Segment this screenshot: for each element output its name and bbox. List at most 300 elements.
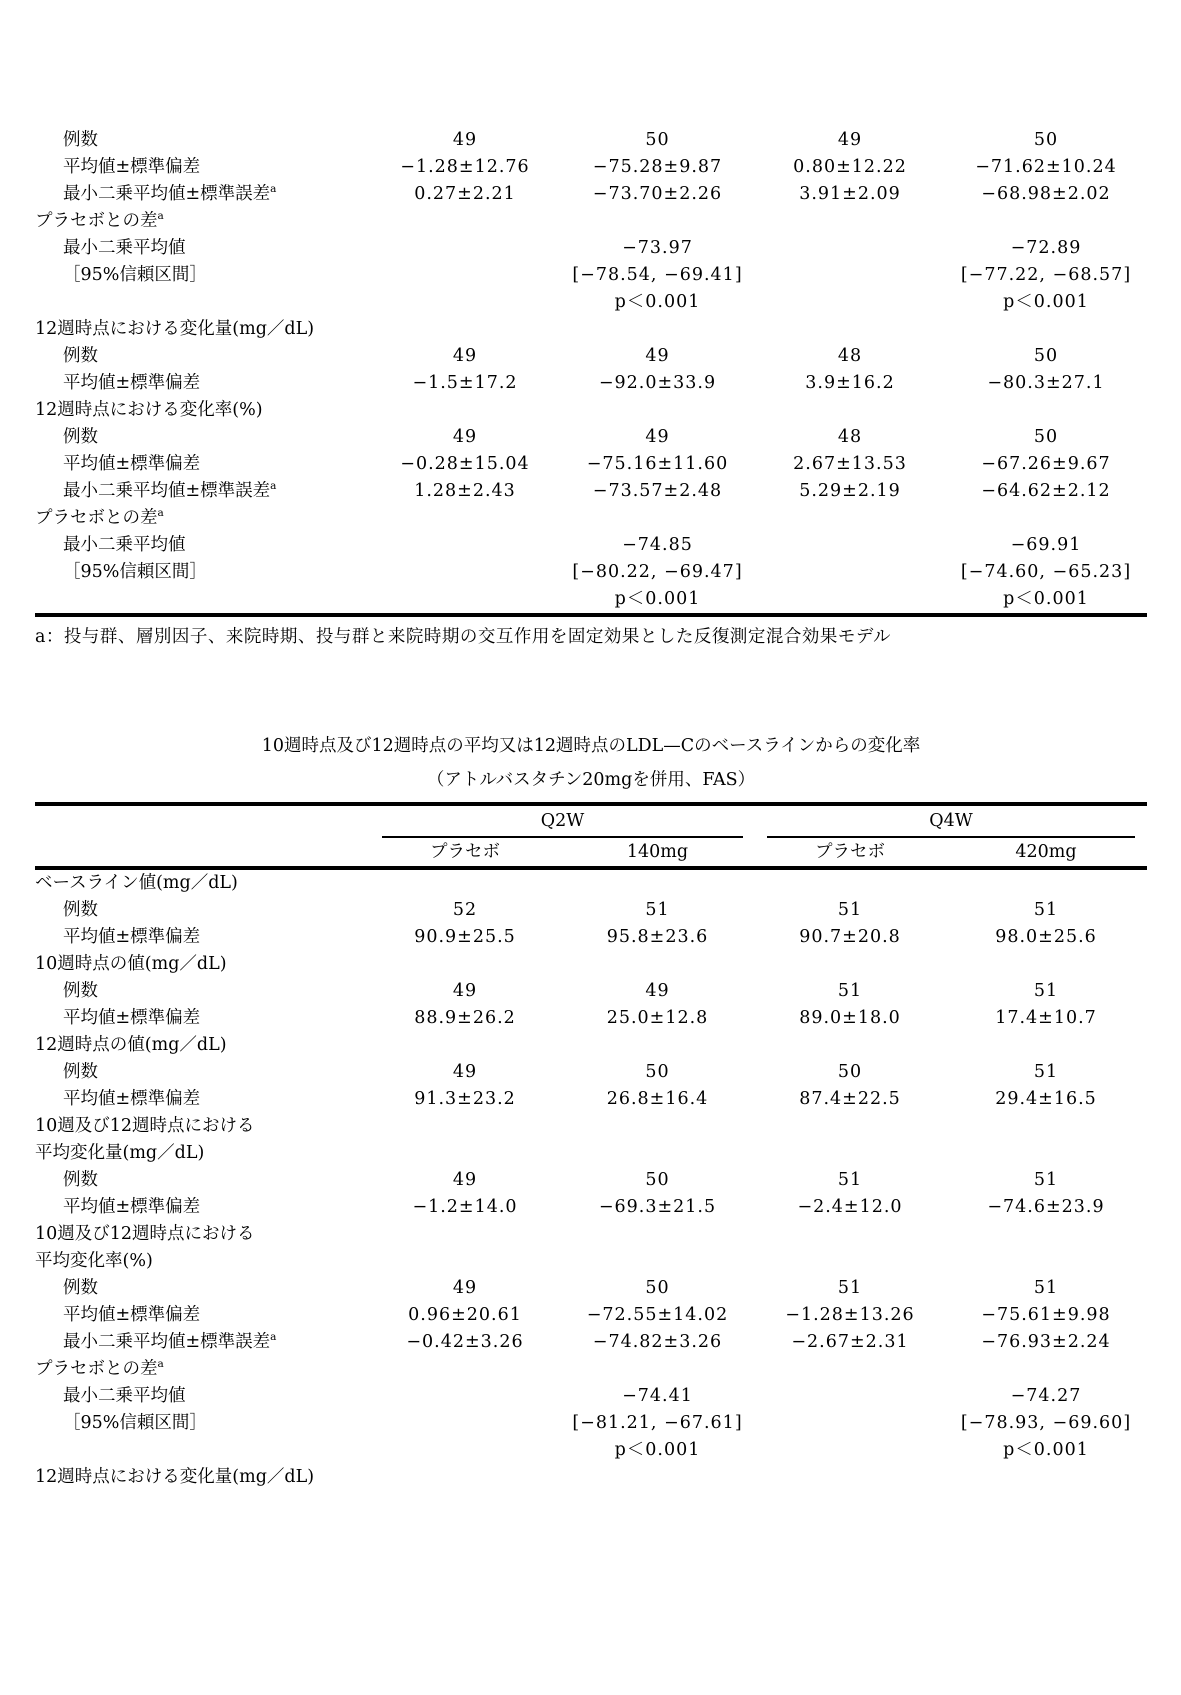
table-cell	[755, 532, 945, 559]
row-label	[35, 1140, 370, 1167]
table-row	[35, 1248, 1147, 1275]
table-cell: 50	[1033, 130, 1059, 150]
col-header-420mg: 420mg	[945, 838, 1147, 868]
table-cell: [−78.93, −69.60]	[960, 1413, 1132, 1433]
row-label	[35, 208, 370, 235]
table-row	[35, 1410, 1147, 1437]
row-label-text: ［95%信頼区間］	[63, 562, 207, 582]
table-cell: 90.7±20.8	[799, 927, 901, 947]
table-cell: −1.5±17.2	[412, 373, 518, 393]
table-cell	[755, 262, 945, 289]
table-cell: 17.4±10.7	[995, 1008, 1097, 1028]
table-cell	[945, 1221, 1147, 1248]
row-label	[35, 370, 370, 397]
table-cell	[755, 1437, 945, 1464]
row-label	[35, 316, 370, 343]
table-cell: p＜0.001	[1003, 292, 1089, 312]
table-cell: −80.3±27.1	[987, 373, 1105, 393]
table-cell	[560, 1221, 755, 1248]
table-cell	[370, 235, 560, 262]
row-label	[35, 1005, 370, 1032]
row-label-text: 平均値±標準偏差	[63, 1089, 201, 1109]
row-label-text: 最小二乗平均値±標準誤差	[63, 1332, 271, 1352]
row-label-text: 例数	[63, 900, 98, 920]
table-cell	[370, 262, 560, 289]
table-cell: −0.42±3.26	[406, 1332, 524, 1352]
table-cell	[370, 532, 560, 559]
table-cell	[945, 208, 1147, 235]
table-cell: 49	[452, 346, 478, 366]
table-cell	[370, 1113, 560, 1140]
row-label	[35, 478, 370, 505]
table-cell: 49	[452, 981, 478, 1001]
table1-footnote: a：投与群、層別因子、来院時期、投与群と来院時期の交互作用を固定効果とした反復測定混合効果モデル	[35, 627, 892, 647]
table-cell: 50	[645, 1278, 670, 1298]
row-label	[35, 1059, 370, 1086]
table-row	[35, 1464, 1147, 1491]
table-cell: p＜0.001	[614, 292, 701, 312]
row-label	[35, 978, 370, 1005]
footnote-marker: a	[270, 1331, 277, 1344]
table-cell	[945, 505, 1147, 532]
table-cell	[560, 1032, 755, 1059]
row-label-text: 例数	[63, 981, 98, 1001]
page-content	[35, 0, 1147, 1491]
table2-subtitle: （アトルバスタチン20mgを併用、FAS）	[426, 770, 756, 790]
q4w-label: Q4W	[929, 811, 973, 831]
table-cell: [−77.22, −68.57]	[960, 265, 1132, 285]
table-row	[35, 978, 1147, 1005]
table-cell	[755, 1383, 945, 1410]
table-cell: −64.62±2.12	[981, 481, 1111, 501]
row-label	[35, 505, 370, 532]
table-row	[35, 924, 1147, 951]
table-cell: p＜0.001	[1003, 1440, 1089, 1460]
q4w-group-header	[755, 804, 1147, 838]
table-cell: −75.61±9.98	[981, 1305, 1111, 1325]
table-row	[35, 208, 1147, 235]
table-cell	[370, 559, 560, 586]
table-row	[35, 1167, 1147, 1194]
table-cell	[370, 1437, 560, 1464]
footnote-marker: a	[270, 480, 277, 493]
table-cell	[755, 208, 945, 235]
table-row	[35, 1221, 1147, 1248]
row-label	[35, 1329, 370, 1356]
table-cell	[945, 1113, 1147, 1140]
table-cell	[370, 586, 560, 615]
corner-cell	[35, 804, 370, 838]
table-row	[35, 897, 1147, 924]
row-label	[35, 1221, 370, 1248]
table-cell: −74.27	[1010, 1386, 1082, 1406]
table-cell	[755, 1140, 945, 1167]
table-cell: −69.3±21.5	[598, 1197, 717, 1217]
table-cell: −74.82±3.26	[592, 1332, 723, 1352]
row-label	[35, 1086, 370, 1113]
table-cell	[945, 868, 1147, 897]
row-label	[35, 1167, 370, 1194]
table-cell: 51	[1033, 900, 1059, 920]
table-cell	[370, 1383, 560, 1410]
col-header-140mg: 140mg	[560, 838, 755, 868]
table-cell	[755, 1248, 945, 1275]
table-cell: 51	[1033, 981, 1059, 1001]
table-cell	[560, 208, 755, 235]
table-cell	[755, 1113, 945, 1140]
table-cell: 89.0±18.0	[799, 1008, 901, 1028]
row-label-text: ［95%信頼区間］	[63, 1413, 207, 1433]
table-cell	[945, 397, 1147, 424]
table-row	[35, 1329, 1147, 1356]
table-cell: −2.4±12.0	[797, 1197, 903, 1217]
table-cell: 5.29±2.19	[799, 481, 901, 501]
table-row	[35, 1194, 1147, 1221]
table-cell	[560, 505, 755, 532]
table2-title-block	[35, 730, 1147, 798]
row-label-text: 平均値±標準偏差	[63, 373, 201, 393]
table2-section	[35, 730, 1147, 1491]
row-label-text: 12週時点における変化量(mg／dL)	[35, 319, 315, 339]
row-label-text: 平均値±標準偏差	[63, 1305, 201, 1325]
row-label	[35, 262, 370, 289]
row-label-text: 平均値±標準偏差	[63, 1197, 201, 1217]
row-label-text: プラセボとの差	[35, 211, 158, 231]
row-label-text: 例数	[63, 1278, 98, 1298]
table-cell	[755, 316, 945, 343]
table-row	[35, 343, 1147, 370]
q2w-group-underline	[382, 806, 743, 838]
row-label-text: 例数	[63, 1062, 98, 1082]
table-cell: p＜0.001	[1003, 589, 1089, 609]
row-label-text: 例数	[63, 130, 98, 150]
table-cell: 49	[452, 1062, 478, 1082]
table-cell: 98.0±25.6	[995, 927, 1097, 947]
row-label	[35, 1275, 370, 1302]
table-cell: p＜0.001	[614, 1440, 701, 1460]
table-row	[35, 1302, 1147, 1329]
table-cell	[755, 505, 945, 532]
row-label	[35, 127, 370, 154]
table-row	[35, 235, 1147, 262]
row-label	[35, 154, 370, 181]
table-cell: 87.4±22.5	[799, 1089, 901, 1109]
table-cell	[945, 1248, 1147, 1275]
row-label-text: ［95%信頼区間］	[63, 265, 207, 285]
table-cell: [−80.22, −69.47]	[572, 562, 743, 582]
table-cell: −74.85	[622, 535, 693, 555]
table-cell: 51	[1033, 1170, 1059, 1190]
row-label-text: プラセボとの差	[35, 508, 158, 528]
table-cell: 0.96±20.61	[408, 1305, 522, 1325]
col-header-placebo-q4w: プラセボ	[755, 838, 945, 868]
row-label	[35, 559, 370, 586]
row-label	[35, 1356, 370, 1383]
row-label-text: ベースライン値(mg／dL)	[35, 873, 238, 893]
table-cell: −75.28±9.87	[592, 157, 723, 177]
table-cell	[560, 868, 755, 897]
table-row	[35, 1059, 1147, 1086]
footnote-marker: a	[157, 507, 164, 520]
table-row	[35, 532, 1147, 559]
row-label-text: 最小二乗平均値	[63, 1386, 186, 1406]
table-cell	[755, 951, 945, 978]
table-cell: 0.80±12.22	[793, 157, 907, 177]
row-label	[35, 924, 370, 951]
table-row	[35, 1437, 1147, 1464]
table-cell	[560, 1464, 755, 1491]
table-row	[35, 397, 1147, 424]
table-cell	[370, 1221, 560, 1248]
table-cell: 51	[1033, 1278, 1059, 1298]
table-cell: 3.9±16.2	[805, 373, 895, 393]
col-header-placebo-q2w: プラセボ	[370, 838, 560, 868]
row-label-text: 平均値±標準偏差	[63, 927, 201, 947]
table2-group-header-row	[35, 804, 1147, 838]
table-row	[35, 1140, 1147, 1167]
table-cell	[755, 586, 945, 615]
table-cell	[945, 1032, 1147, 1059]
row-label	[35, 1194, 370, 1221]
row-label-text: 最小二乗平均値±標準誤差	[63, 184, 271, 204]
table-cell: 52	[452, 900, 478, 920]
table-row	[35, 451, 1147, 478]
table-cell: 49	[837, 130, 863, 150]
row-label	[35, 1464, 370, 1491]
row-label-text: 12週時点における変化量(mg／dL)	[35, 1467, 315, 1487]
row-label	[35, 586, 370, 615]
table-cell: [−78.54, −69.41]	[572, 265, 743, 285]
table-cell: 50	[1033, 427, 1059, 447]
table-cell	[370, 1248, 560, 1275]
table-cell: 0.27±2.21	[414, 184, 516, 204]
table-row	[35, 1383, 1147, 1410]
table-row	[35, 1113, 1147, 1140]
table-cell: 51	[837, 900, 863, 920]
table-cell: 49	[645, 346, 670, 366]
row-label	[35, 868, 370, 897]
row-label	[35, 1383, 370, 1410]
table-cell: 50	[645, 130, 670, 150]
row-label	[35, 1032, 370, 1059]
row-label-text: 平均値±標準偏差	[63, 1008, 201, 1028]
row-label	[35, 897, 370, 924]
row-label-text: 例数	[63, 1170, 98, 1190]
table-cell: −73.70±2.26	[592, 184, 723, 204]
table-cell: −76.93±2.24	[981, 1332, 1111, 1352]
table-cell	[560, 316, 755, 343]
table-cell	[560, 397, 755, 424]
table-row	[35, 370, 1147, 397]
row-label-text: 例数	[63, 346, 98, 366]
table-cell: 50	[645, 1062, 670, 1082]
table-cell: 50	[1033, 346, 1059, 366]
table-cell: p＜0.001	[614, 589, 701, 609]
row-label	[35, 397, 370, 424]
row-label-text: 10週及び12週時点における	[35, 1116, 255, 1136]
table-cell	[755, 1032, 945, 1059]
row-label	[35, 532, 370, 559]
row-label-text: 12週時点の値(mg／dL)	[35, 1035, 227, 1055]
table-cell: 49	[452, 1278, 478, 1298]
table-cell	[560, 1113, 755, 1140]
table-row	[35, 586, 1147, 615]
table-cell	[755, 1356, 945, 1383]
table-cell: 50	[645, 1170, 670, 1190]
table-cell	[945, 951, 1147, 978]
table-row	[35, 559, 1147, 586]
row-label-text: 最小二乗平均値	[63, 238, 186, 258]
table-row	[35, 262, 1147, 289]
q2w-label: Q2W	[540, 811, 585, 831]
table-cell: −73.97	[622, 238, 693, 258]
table-cell: −73.57±2.48	[592, 481, 723, 501]
table-cell: 2.67±13.53	[793, 454, 907, 474]
table-cell: −1.28±12.76	[400, 157, 530, 177]
table-row	[35, 1005, 1147, 1032]
table-cell	[560, 1140, 755, 1167]
table-cell	[370, 1464, 560, 1491]
row-label	[35, 235, 370, 262]
table-cell: 48	[837, 427, 863, 447]
table-cell	[755, 559, 945, 586]
table-cell	[945, 316, 1147, 343]
table-cell	[370, 1140, 560, 1167]
table-row	[35, 289, 1147, 316]
table-cell: 1.28±2.43	[414, 481, 516, 501]
table-cell: 25.0±12.8	[606, 1008, 709, 1028]
row-label	[35, 424, 370, 451]
table-cell: 51	[837, 1278, 863, 1298]
footnote-marker: a	[270, 183, 277, 196]
table-cell	[945, 1356, 1147, 1383]
table-row	[35, 1275, 1147, 1302]
table-cell: 29.4±16.5	[995, 1089, 1097, 1109]
table-cell	[560, 1248, 755, 1275]
row-label-text: 最小二乗平均値±標準誤差	[63, 481, 271, 501]
table-cell: −2.67±2.31	[791, 1332, 909, 1352]
row-label-text: 例数	[63, 427, 98, 447]
table-row	[35, 1086, 1147, 1113]
table-cell: 48	[837, 346, 863, 366]
table-cell: [−74.60, −65.23]	[960, 562, 1132, 582]
row-label	[35, 951, 370, 978]
table-cell	[370, 1032, 560, 1059]
table-cell	[560, 951, 755, 978]
row-label-text: 10週時点の値(mg／dL)	[35, 954, 227, 974]
table-row	[35, 951, 1147, 978]
table-cell	[945, 1464, 1147, 1491]
table-cell	[370, 316, 560, 343]
row-label	[35, 1302, 370, 1329]
table-cell: 49	[645, 981, 670, 1001]
row-label	[35, 451, 370, 478]
table-cell	[755, 1410, 945, 1437]
table-cell: −75.16±11.60	[586, 454, 729, 474]
table1-section	[35, 0, 1147, 650]
table-cell: [−81.21, −67.61]	[572, 1413, 743, 1433]
table2-body	[35, 868, 1147, 1491]
row-label-text: 平均変化率(%)	[35, 1251, 153, 1271]
table-row	[35, 1032, 1147, 1059]
table-cell: −74.41	[622, 1386, 693, 1406]
table-cell: 51	[837, 1170, 863, 1190]
row-label	[35, 1113, 370, 1140]
table-cell: 49	[452, 130, 478, 150]
q4w-group-underline	[767, 806, 1135, 838]
row-label-text: 12週時点における変化率(%)	[35, 400, 263, 420]
table2-title: 10週時点及び12週時点の平均又は12週時点のLDL—Cのベースラインからの変化率	[261, 736, 921, 756]
table2-ldl-change-atorvastatin	[35, 802, 1147, 1491]
table-row	[35, 505, 1147, 532]
row-label	[35, 289, 370, 316]
corner-cell	[35, 838, 370, 868]
table-cell: 51	[837, 981, 863, 1001]
table-cell	[560, 1356, 755, 1383]
table-row	[35, 478, 1147, 505]
table-cell	[370, 505, 560, 532]
table-cell: 51	[1033, 1062, 1059, 1082]
table-row	[35, 316, 1147, 343]
table-row	[35, 868, 1147, 897]
table-cell	[755, 1464, 945, 1491]
table-cell	[755, 868, 945, 897]
footnote-marker: a	[157, 1358, 164, 1371]
row-label-text: 平均変化量(mg／dL)	[35, 1143, 205, 1163]
row-label-text: 最小二乗平均値	[63, 535, 186, 555]
table-cell	[755, 235, 945, 262]
table-cell: −74.6±23.9	[987, 1197, 1105, 1217]
table-cell: 49	[452, 1170, 478, 1190]
table-cell: 50	[837, 1062, 863, 1082]
table-cell	[945, 1140, 1147, 1167]
table-cell	[370, 397, 560, 424]
table-cell: 49	[452, 427, 478, 447]
table-cell	[370, 289, 560, 316]
table-row	[35, 127, 1147, 154]
table-row	[35, 154, 1147, 181]
row-label	[35, 1248, 370, 1275]
row-label-text: 10週及び12週時点における	[35, 1224, 255, 1244]
row-label-text: プラセボとの差	[35, 1359, 158, 1379]
table-cell: −1.2±14.0	[412, 1197, 518, 1217]
table-cell: 49	[645, 427, 670, 447]
table-cell: 26.8±16.4	[606, 1089, 709, 1109]
table-cell: −1.28±13.26	[785, 1305, 915, 1325]
table-cell	[370, 951, 560, 978]
table-cell: 95.8±23.6	[606, 927, 709, 947]
footnote-marker: a	[157, 210, 164, 223]
table-cell: −92.0±33.9	[598, 373, 717, 393]
q2w-group-header	[370, 804, 755, 838]
row-label	[35, 1410, 370, 1437]
row-label	[35, 181, 370, 208]
table-cell: −0.28±15.04	[400, 454, 530, 474]
row-label-text: 平均値±標準偏差	[63, 454, 201, 474]
table-cell	[370, 208, 560, 235]
table-cell: 88.9±26.2	[414, 1008, 516, 1028]
table1-ldl-change-week12	[35, 127, 1147, 617]
table-row	[35, 424, 1147, 451]
table-cell	[755, 1221, 945, 1248]
table-cell: −71.62±10.24	[975, 157, 1117, 177]
table1-body	[35, 127, 1147, 615]
table-cell: −67.26±9.67	[981, 454, 1111, 474]
table-cell: −68.98±2.02	[981, 184, 1111, 204]
table-cell	[755, 289, 945, 316]
table-cell: −72.55±14.02	[586, 1305, 729, 1325]
table2-column-header-row	[35, 838, 1147, 868]
